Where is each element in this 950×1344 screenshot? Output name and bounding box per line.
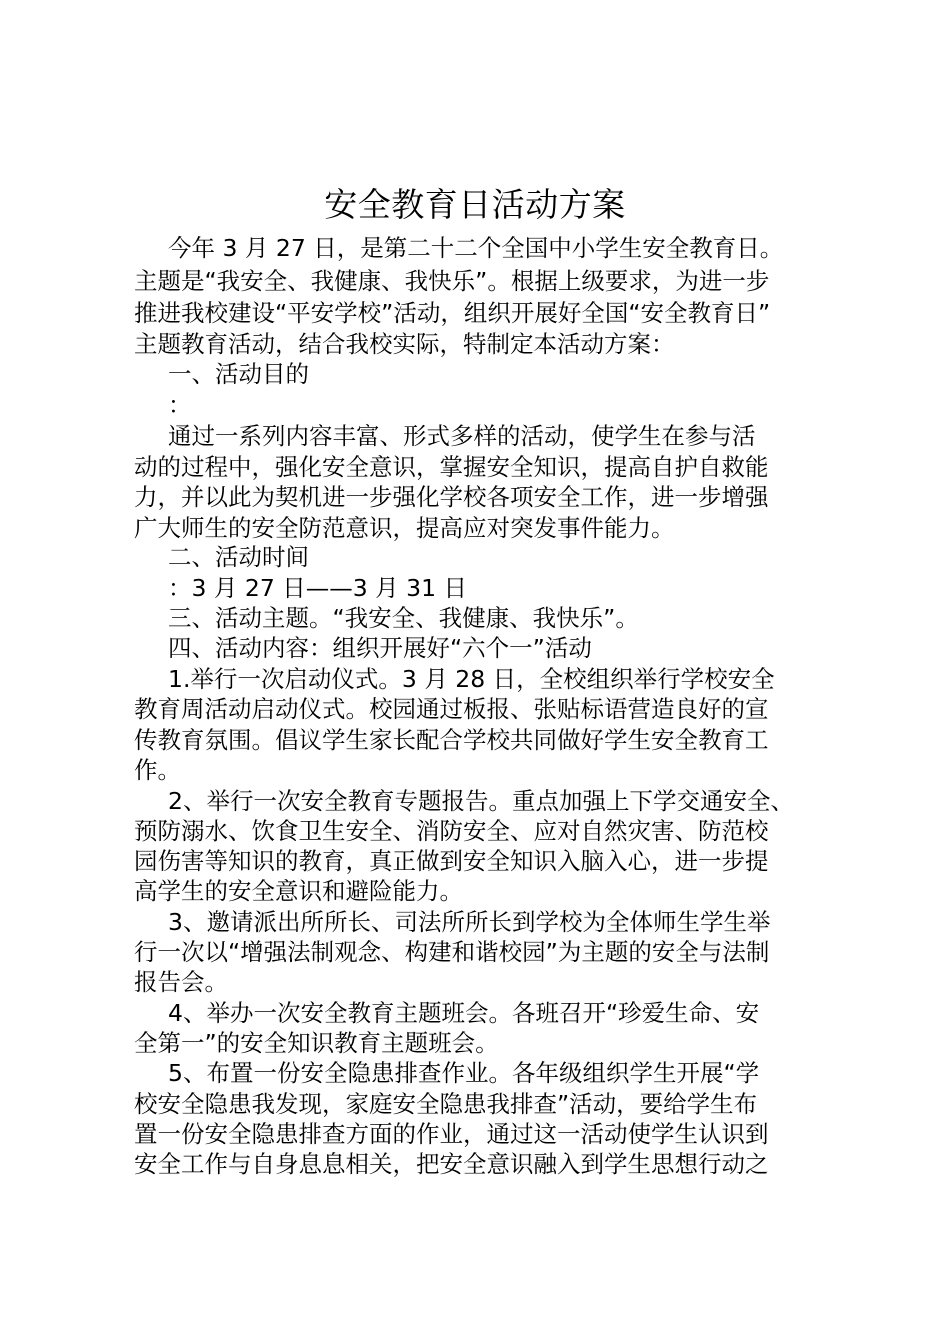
body-line-19: 2、举行一次安全教育专题报告。重点加强上下学交通安全、 (168, 787, 794, 815)
section-heading-time: 二、活动时间 (168, 543, 309, 571)
body-line-8: 动的过程中，强化安全意识，掌握安全知识，提高自护自救能 (134, 453, 769, 481)
section-heading-purpose: 一、活动目的 (168, 360, 309, 388)
body-line-28: 5、布置一份安全隐患排查作业。各年级组织学生开展“学 (168, 1059, 760, 1087)
body-line-colon: ： (168, 391, 192, 419)
body-line-7: 通过一系列内容丰富、形式多样的活动，使学生在参与活 (168, 422, 756, 450)
body-line-27: 全第一”的安全知识教育主题班会。 (134, 1029, 499, 1057)
body-line-31: 安全工作与自身息息相关，把安全意识融入到学生思想行动之 (134, 1150, 769, 1178)
body-line-21: 园伤害等知识的教育，真正做到安全知识入脑入心，进一步提 (134, 847, 769, 875)
body-line-29: 校安全隐患我发现，家庭安全隐患我排查”活动，要给学生布 (134, 1090, 758, 1118)
body-line-16: 教育周活动启动仪式。校园通过板报、张贴标语营造良好的宣 (134, 695, 769, 723)
body-line-26: 4、举办一次安全教育主题班会。各班召开“珍爱生命、安 (168, 999, 760, 1027)
body-line-22: 高学生的安全意识和避险能力。 (134, 877, 463, 905)
document-title: 安全教育日活动方案 (324, 185, 626, 224)
body-line-2: 主题是“我安全、我健康、我快乐”。根据上级要求，为进一步 (134, 267, 770, 295)
body-line-25: 报告会。 (134, 968, 228, 996)
body-line-4: 主题教育活动，结合我校实际，特制定本活动方案： (134, 330, 675, 358)
body-line-10: 广大师生的安全防范意识，提高应对突发事件能力。 (134, 514, 675, 542)
body-line-23: 3、邀请派出所所长、司法所所长到学校为全体师生学生举 (168, 908, 771, 936)
body-line-1: 今年 3 月 27 日，是第二十二个全国中小学生安全教育日。 (168, 234, 784, 262)
section-heading-content: 四、活动内容：组织开展好“六个一”活动 (168, 634, 592, 662)
body-line-17: 传教育氛围。倡议学生家长配合学校共同做好学生安全教育工 (134, 726, 769, 754)
body-line-9: 力，并以此为契机进一步强化学校各项安全工作，进一步增强 (134, 483, 769, 511)
body-line-20: 预防溺水、饮食卫生安全、消防安全、应对自然灾害、防范校 (134, 817, 769, 845)
body-line-18: 作。 (134, 756, 181, 784)
section-heading-theme: 三、活动主题。“我安全、我健康、我快乐”。 (168, 604, 639, 632)
body-line-time-range: ：3 月 27 日——3 月 31 日 (168, 574, 468, 602)
body-line-24: 行一次以“增强法制观念、构建和谐校园”为主题的安全与法制 (134, 938, 770, 966)
body-line-3: 推进我校建设“平安学校”活动，组织开展好全国“安全教育日” (134, 299, 771, 327)
body-line-15: 1.举行一次启动仪式。3 月 28 日，全校组织举行学校安全 (168, 665, 775, 693)
body-line-30: 置一份安全隐患排查方面的作业，通过这一活动使学生认识到 (134, 1120, 769, 1148)
